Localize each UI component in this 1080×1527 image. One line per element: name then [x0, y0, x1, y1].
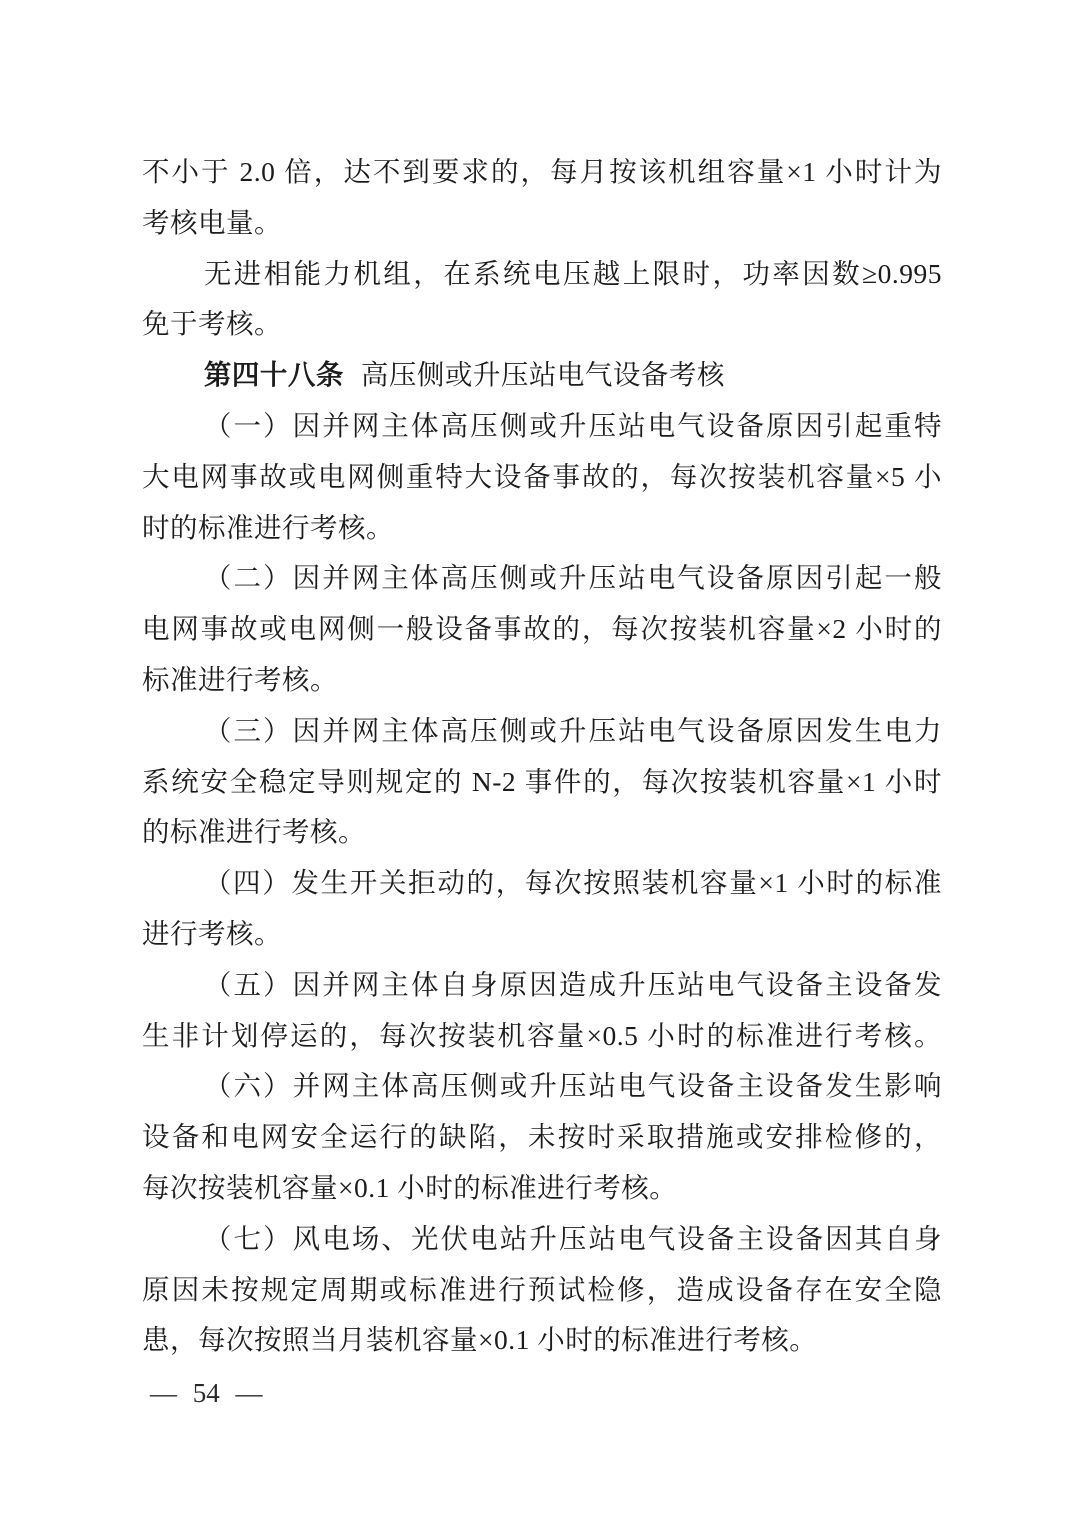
paragraph — [142, 960, 942, 1062]
article-heading — [142, 350, 942, 401]
paragraph — [142, 249, 942, 351]
text-line: 原因未按规定周期或标准进行预试检修，造成设备存在安全隐 — [142, 1273, 942, 1305]
text-line: 每次按装机容量×0.1 小时的标准进行考核。 — [142, 1171, 678, 1203]
paragraph — [142, 706, 942, 858]
text-line: （一）因并网主体高压侧或升压站电气设备原因引起重特 — [203, 409, 942, 441]
text-line: 时的标准进行考核。 — [142, 511, 394, 543]
text-line: （六）并网主体高压侧或升压站电气设备主设备发生影响 — [203, 1070, 942, 1102]
text-line: （七）风电场、光伏电站升压站电气设备主设备因其自身 — [203, 1222, 942, 1254]
text-line: 的标准进行考核。 — [142, 816, 366, 848]
text-line: 设备和电网安全运行的缺陷，未按时采取措施或安排检修的， — [142, 1121, 942, 1153]
text-line: 系统安全稳定导则规定的 N-2 事件的，每次按装机容量×1 小时 — [142, 765, 942, 797]
text-line — [142, 350, 942, 401]
text-line: 患，每次按照当月装机容量×0.1 小时的标准进行考核。 — [142, 1324, 818, 1356]
paragraph — [142, 858, 942, 960]
article-number: 第四十八条 — [203, 359, 344, 391]
text-line: 大电网事故或电网侧重特大设备事故的，每次按装机容量×5 小 — [142, 460, 942, 492]
page-footer — [150, 1378, 1080, 1408]
paragraph — [142, 553, 942, 705]
text-line: （三）因并网主体高压侧或升压站电气设备原因发生电力 — [203, 714, 942, 746]
text-line: 进行考核。 — [142, 917, 282, 949]
text-line: （二）因并网主体高压侧或升压站电气设备原因引起一般 — [203, 562, 942, 594]
text-line: 不小于 2.0 倍，达不到要求的，每月按该机组容量×1 小时计为 — [142, 156, 942, 187]
paragraph — [142, 401, 942, 553]
text-line: 标准进行考核。 — [142, 663, 338, 695]
text-line: 生非计划停运的，每次按装机容量×0.5 小时的标准进行考核。 — [142, 1019, 942, 1051]
text-line: （四）发生开关拒动的，每次按照装机容量×1 小时的标准 — [203, 867, 942, 899]
text-line: 免于考核。 — [142, 308, 282, 340]
page-number: — 54 — — [150, 1378, 263, 1409]
document-body — [142, 0, 942, 1366]
article-title: 高压侧或升压站电气设备考核 — [353, 359, 725, 391]
text-line: 电网事故或电网侧一般设备事故的，每次按装机容量×2 小时的 — [142, 613, 942, 645]
text-line: 考核电量。 — [142, 206, 282, 238]
text-line: 无进相能力机组，在系统电压越上限时，功率因数≥0.995 — [203, 257, 942, 289]
paragraph — [142, 1061, 942, 1213]
paragraph — [142, 147, 942, 249]
text-line: （五）因并网主体自身原因造成升压站电气设备主设备发 — [203, 968, 942, 1000]
paragraph — [142, 1214, 942, 1366]
